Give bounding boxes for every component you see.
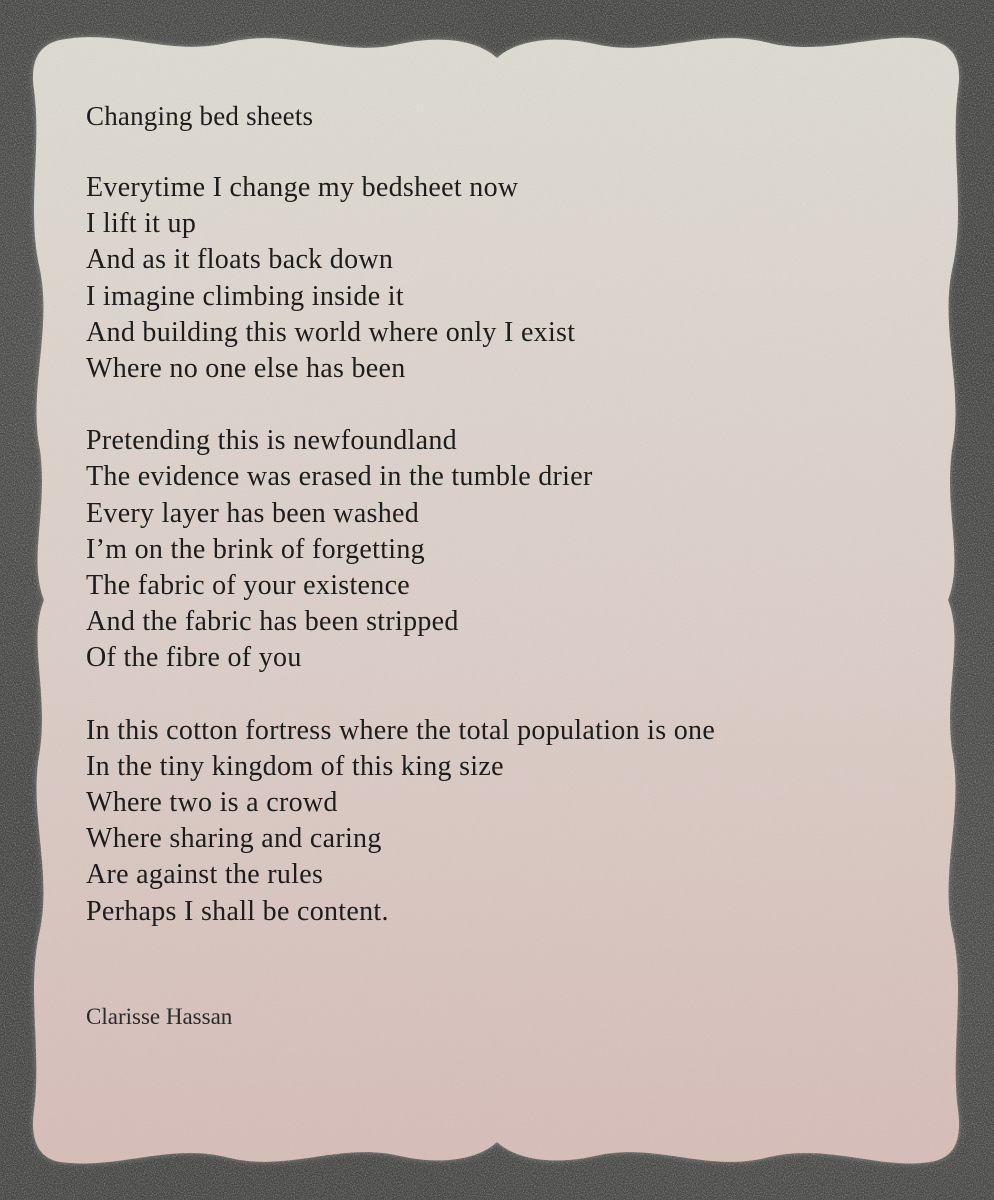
poem-line: Every layer has been washed — [86, 497, 420, 529]
poem-line: The fabric of your existence — [86, 570, 411, 602]
poem-line: I imagine climbing inside it — [86, 280, 404, 312]
poem-line: I lift it up — [86, 208, 197, 240]
poem-line: Of the fibre of you — [86, 642, 302, 674]
poem — [86, 98, 906, 966]
poem-line: And as it floats back down — [86, 244, 394, 276]
stanza-2 — [86, 423, 906, 676]
poem-title: Changing bed sheets — [86, 101, 314, 131]
poem-line: In this cotton fortress where the total population is one — [86, 714, 716, 746]
poem-line: Everytime I change my bedsheet now — [86, 172, 519, 203]
poem-line: Where two is a crowd — [86, 787, 338, 819]
poem-line: In the tiny kingdom of this king size — [86, 750, 504, 782]
poem-line: Perhaps I shall be content. — [86, 895, 389, 927]
stanza-3 — [86, 713, 906, 930]
author-name: Clarisse Hassan — [86, 1004, 233, 1029]
poem-line: Are against the rules — [86, 859, 324, 891]
poem-line: The evidence was erased in the tumble drier — [86, 461, 593, 493]
poem-line: And the fabric has been stripped — [86, 606, 459, 638]
stanza-1 — [86, 170, 906, 387]
poem-line: Pretending this is newfoundland — [86, 425, 457, 457]
poem-line: And building this world where only I exist — [86, 316, 576, 348]
poem-line: Where no one else has been — [86, 353, 406, 385]
poem-line: Where sharing and caring — [86, 823, 382, 855]
poem-line: I’m on the brink of forgetting — [86, 533, 425, 565]
